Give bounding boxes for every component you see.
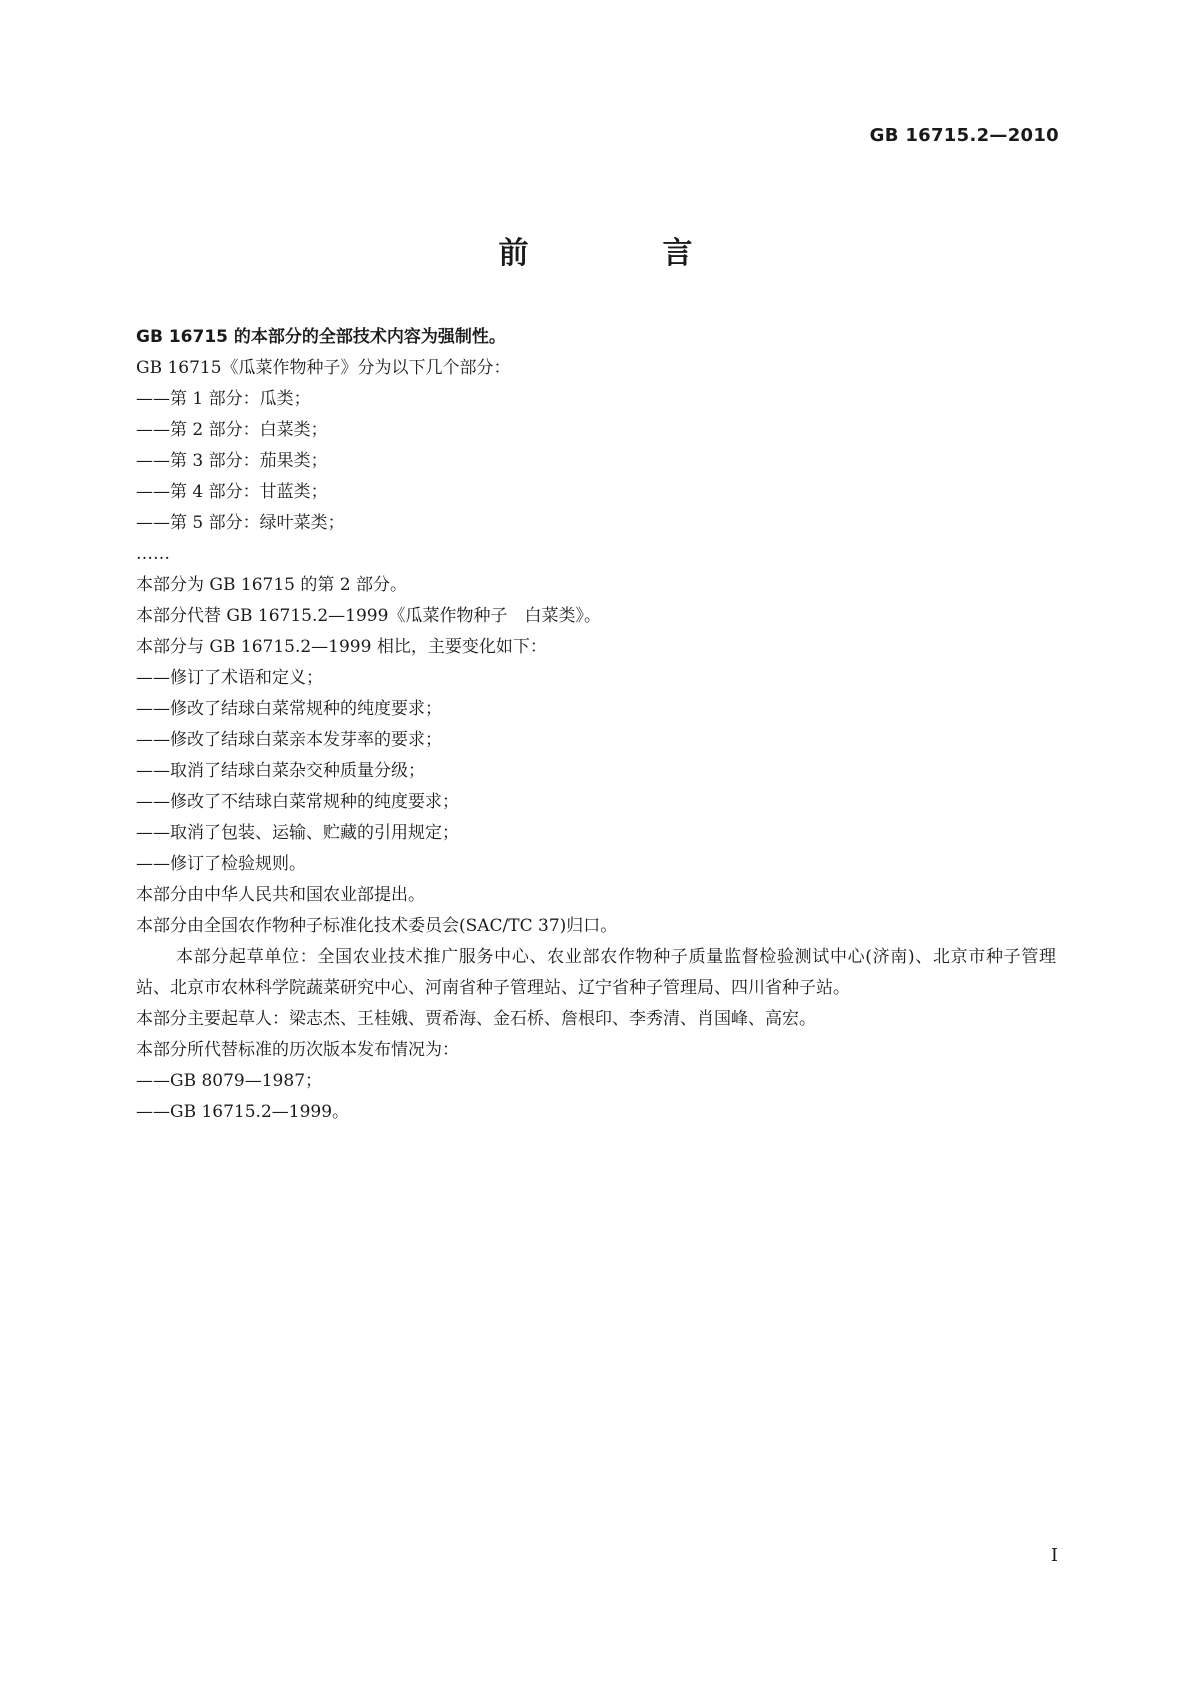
part-list-item: ——第 2 部分：白菜类； [136,420,328,440]
parts-intro: GB 16715《瓜菜作物种子》分为以下几个部分： [136,358,511,378]
page-number: I [1050,1545,1058,1566]
change-list-item: ——修改了不结球白菜常规种的纯度要求； [136,792,459,812]
mandatory-statement: GB 16715 的本部分的全部技术内容为强制性。 [136,327,506,347]
change-list-item: ——修订了术语和定义； [136,668,323,688]
part-statement: 本部分为 GB 16715 的第 2 部分。 [136,575,407,595]
changes-intro: 本部分与 GB 16715.2—1999 相比，主要变化如下： [136,637,547,657]
committee-statement: 本部分由全国农作物种子标准化技术委员会(SAC/TC 37)归口。 [136,916,618,936]
part-list-item: ——第 5 部分：绿叶菜类； [136,513,345,533]
change-list-item: ——取消了包装、运输、贮藏的引用规定； [136,823,459,843]
change-list-item: ——取消了结球白菜杂交种质量分级； [136,761,425,781]
change-list-item: ——修改了结球白菜亲本发芽率的要求； [136,730,442,750]
replaces-statement: 本部分代替 GB 16715.2—1999《瓜菜作物种子 白菜类》。 [136,606,601,626]
change-list-item: ——修订了检验规则。 [136,854,306,874]
drafting-units: 本部分起草单位：全国农业技术推广服务中心、农业部农作物种子质量监督检验测试中心(济南)、北京市种子管理站、北京市农林科学院蔬菜研究中心、河南省种子管理站、辽宁省种子管理局、四川省种子站。 [136,947,1056,998]
part-list-item: ——第 4 部分：甘蓝类； [136,482,328,502]
proposer-statement: 本部分由中华人民共和国农业部提出。 [136,885,425,905]
history-intro: 本部分所代替标准的历次版本发布情况为： [136,1040,459,1060]
history-list-item: ——GB 8079—1987； [136,1071,323,1091]
foreword-body [136,322,1056,1128]
standard-code-header: GB 16715.2—2010 [869,125,1059,146]
part-list-item: ——第 3 部分：茄果类； [136,451,328,471]
page-title: 前 言 [498,236,745,271]
part-list-item: ——第 1 部分：瓜类； [136,389,311,409]
ellipsis: …… [136,544,170,564]
change-list-item: ——修改了结球白菜常规种的纯度要求； [136,699,442,719]
drafters: 本部分主要起草人：梁志杰、王桂娥、贾希海、金石桥、詹根印、李秀清、肖国峰、高宏。 [136,1009,816,1029]
history-list-item: ——GB 16715.2—1999。 [136,1102,350,1122]
